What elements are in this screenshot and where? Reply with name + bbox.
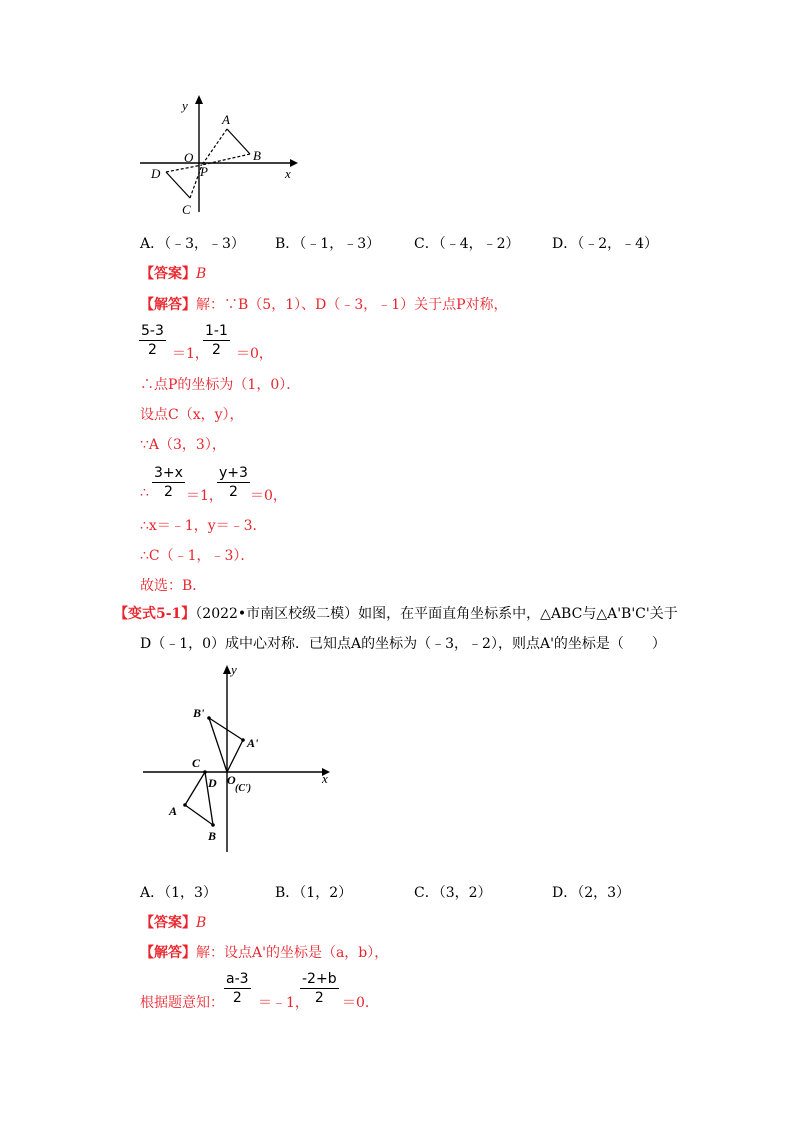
label-y: y xyxy=(182,98,188,113)
point-bp xyxy=(207,716,211,720)
q1-solution-intro xyxy=(140,294,508,314)
point-c xyxy=(203,770,207,774)
q1-fraction-3-denominator: 2 xyxy=(164,484,173,500)
label-ap: A' xyxy=(247,736,259,750)
point-ap xyxy=(241,738,245,742)
q2-stem-line-1 xyxy=(114,603,678,623)
q2-fraction-1-result: ＝﹣1， xyxy=(258,995,309,1011)
q1-answer xyxy=(140,263,206,283)
q1-fraction-4-denominator: 2 xyxy=(229,484,238,500)
y-axis-arrow xyxy=(195,95,203,104)
q1-solution-tag: 【解答】 xyxy=(140,297,196,313)
q1-line-point-c: ∴C（﹣1，﹣3）． xyxy=(140,548,255,564)
q2-option-a: A．（1，3） xyxy=(140,885,217,901)
label-p: P xyxy=(200,164,208,179)
segment-dp xyxy=(166,165,202,172)
x-axis-arrow xyxy=(290,159,298,167)
q1-fraction-1-result: ＝1， xyxy=(172,346,209,362)
q1-fraction-2-numerator: 1-1 xyxy=(205,323,228,339)
q1-answer-value: B xyxy=(196,266,207,282)
point-b xyxy=(211,823,215,827)
q2-stem-line-2: D（﹣1，0）成中心对称．已知点A的坐标为（﹣3，﹣2），则点A'的坐标是（ ） xyxy=(140,636,666,652)
q2-option-b: B．（1，2） xyxy=(275,885,353,901)
figure-2-coordinate-diagram xyxy=(135,660,345,860)
q1-line-set-c: 设点C（x，y）， xyxy=(140,407,244,423)
q2-fraction-2-numerator: -2+b xyxy=(302,971,337,987)
q1-fraction-3-numerator: 3+x xyxy=(154,465,183,481)
label-d: D xyxy=(208,776,217,790)
label-x: x xyxy=(322,771,328,786)
segment-ap-cp xyxy=(227,740,243,772)
q2-fraction-1-numerator: a-3 xyxy=(226,971,249,987)
q1-fraction-3 xyxy=(152,464,185,501)
q1-fraction-2-result: ＝0， xyxy=(236,346,273,362)
q2-fraction-2 xyxy=(300,970,339,1007)
q1-option-a: A．（﹣3，﹣3） xyxy=(140,236,245,252)
label-d: D xyxy=(151,166,161,181)
segment-bp-ap xyxy=(209,718,243,740)
label-a: A xyxy=(169,804,178,818)
q2-answer-value: B xyxy=(196,915,207,931)
label-c: C xyxy=(192,756,201,770)
label-c: C xyxy=(182,202,191,217)
label-cp: (C') xyxy=(235,783,252,794)
segment-bp-cp xyxy=(209,718,227,772)
q1-fraction-4-numerator: y+3 xyxy=(219,465,248,481)
q1-answer-tag: 【答案】 xyxy=(140,266,196,282)
q2-answer-tag: 【答案】 xyxy=(140,915,196,931)
q1-fraction-4 xyxy=(217,464,250,501)
q2-solution-tag: 【解答】 xyxy=(140,945,196,961)
label-a: A xyxy=(222,112,230,127)
label-bp: B' xyxy=(193,706,205,720)
q2-fraction-1-denominator: 2 xyxy=(232,990,242,1006)
segment-c-a xyxy=(185,772,205,805)
q1-fraction-2-denominator: 2 xyxy=(211,342,221,358)
q1-line-point-a: ∵A（3，3）， xyxy=(140,437,226,453)
label-x: x xyxy=(285,166,291,181)
q1-fraction-3-result: ＝1， xyxy=(186,488,223,504)
figure-1-coordinate-diagram xyxy=(130,92,305,222)
label-y: y xyxy=(231,662,237,677)
q2-answer xyxy=(140,912,206,932)
q2-option-c: C．（3，2） xyxy=(414,885,492,901)
y-axis-arrow xyxy=(223,665,231,674)
q2-fraction-1 xyxy=(224,970,251,1007)
label-b: B xyxy=(253,148,261,163)
q1-therefore-symbol: ∴ xyxy=(140,485,149,501)
label-b: B xyxy=(208,829,217,843)
point-a xyxy=(183,803,187,807)
q1-fraction-1-numerator: 5-3 xyxy=(141,323,164,339)
label-o: O xyxy=(184,150,194,165)
q1-fraction-1 xyxy=(139,322,166,359)
q1-line-choose: 故选：B． xyxy=(140,578,207,594)
q1-fraction-1-denominator: 2 xyxy=(147,342,157,358)
q1-fraction-4-result: ＝0， xyxy=(250,488,287,504)
q1-line-xy: ∴x＝﹣1，y＝﹣3． xyxy=(140,518,267,534)
q1-option-b: B．（﹣1，﹣3） xyxy=(275,236,381,252)
segment-a-b xyxy=(185,805,213,825)
q2-tag: 【变式5-1】 xyxy=(114,606,196,622)
segment-ab xyxy=(227,129,250,154)
q2-solution-text: 解：设点A'的坐标是（a，b）， xyxy=(196,945,389,961)
label-o: O xyxy=(227,773,236,787)
q2-option-d: D．（2，3） xyxy=(552,885,631,901)
q1-option-d: D．（﹣2，﹣4） xyxy=(552,236,659,252)
q2-fraction-2-result: ＝0. xyxy=(342,995,370,1011)
q1-option-c: C．（﹣4，﹣2） xyxy=(414,236,520,252)
q2-fraction-2-denominator: 2 xyxy=(314,990,324,1006)
q2-stem-text-1: （2022•市南区校级二模）如图，在平面直角坐标系中，△ABC与△A'B'C'关于 xyxy=(195,606,678,622)
q1-fraction-2 xyxy=(203,322,230,359)
q2-solution-intro xyxy=(140,942,388,962)
q1-line-point-p: ∴点P的坐标为（1，0）． xyxy=(140,377,301,393)
q2-given-label: 根据题意知： xyxy=(140,995,224,1011)
q1-solution-text: 解：∵B（5，1）、D（﹣3，﹣1）关于点P对称， xyxy=(196,297,508,313)
segment-dc xyxy=(166,172,190,198)
